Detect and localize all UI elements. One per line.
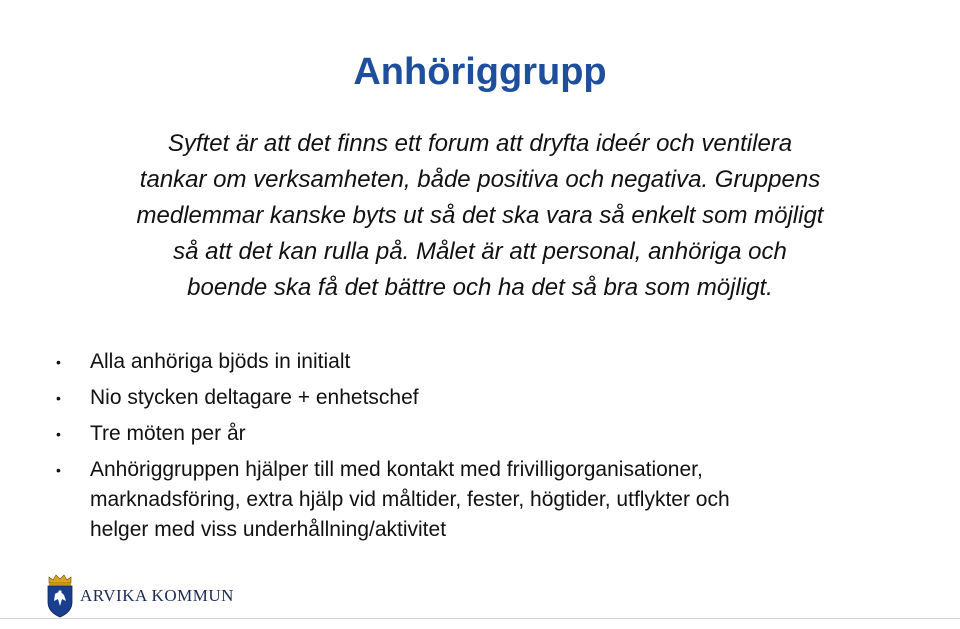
bullet-text: Tre möten per år: [90, 422, 246, 445]
bullet-text: Anhöriggruppen hjälper till med kontakt med frivilligorganisationer,: [90, 458, 703, 481]
bullet-icon: •: [56, 390, 61, 406]
bullet-item: [52, 347, 932, 377]
arvika-kommun-logo: [46, 574, 234, 618]
logo-text: ARVIKA KOMMUN: [80, 586, 234, 605]
bullet-icon: •: [56, 462, 61, 478]
bullet-text: marknadsföring, extra hjälp vid måltider, fester, högtider, utflykter och: [90, 488, 730, 511]
footer-divider: [0, 618, 960, 629]
bullet-list: [52, 347, 932, 551]
intro-paragraph: [40, 126, 920, 306]
intro-line: Syftet är att det finns ett forum att dryfta ideér och ventilera: [167, 130, 793, 157]
intro-line: boende ska få det bättre och ha det så bra som möjligt.: [187, 274, 773, 301]
bullet-item: [52, 455, 932, 545]
intro-line: så att det kan rulla på. Målet är att personal, anhöriga och: [173, 238, 787, 265]
slide-title: Anhöriggrupp: [353, 51, 607, 93]
bullet-text: helger med viss underhållning/aktivitet: [90, 518, 447, 541]
intro-line: medlemmar kanske byts ut så det ska vara så enkelt som möjligt: [136, 202, 824, 229]
bullet-item: [52, 383, 932, 413]
intro-line: tankar om verksamheten, både positiva och negativa. Gruppens: [139, 166, 821, 193]
bullet-item: [52, 419, 932, 449]
coat-of-arms-icon: [46, 574, 74, 618]
bullet-icon: •: [56, 354, 61, 370]
bullet-icon: •: [56, 426, 61, 442]
bullet-text: Alla anhöriga bjöds in initialt: [90, 350, 351, 373]
bullet-text: Nio stycken deltagare + enhetschef: [90, 386, 419, 409]
